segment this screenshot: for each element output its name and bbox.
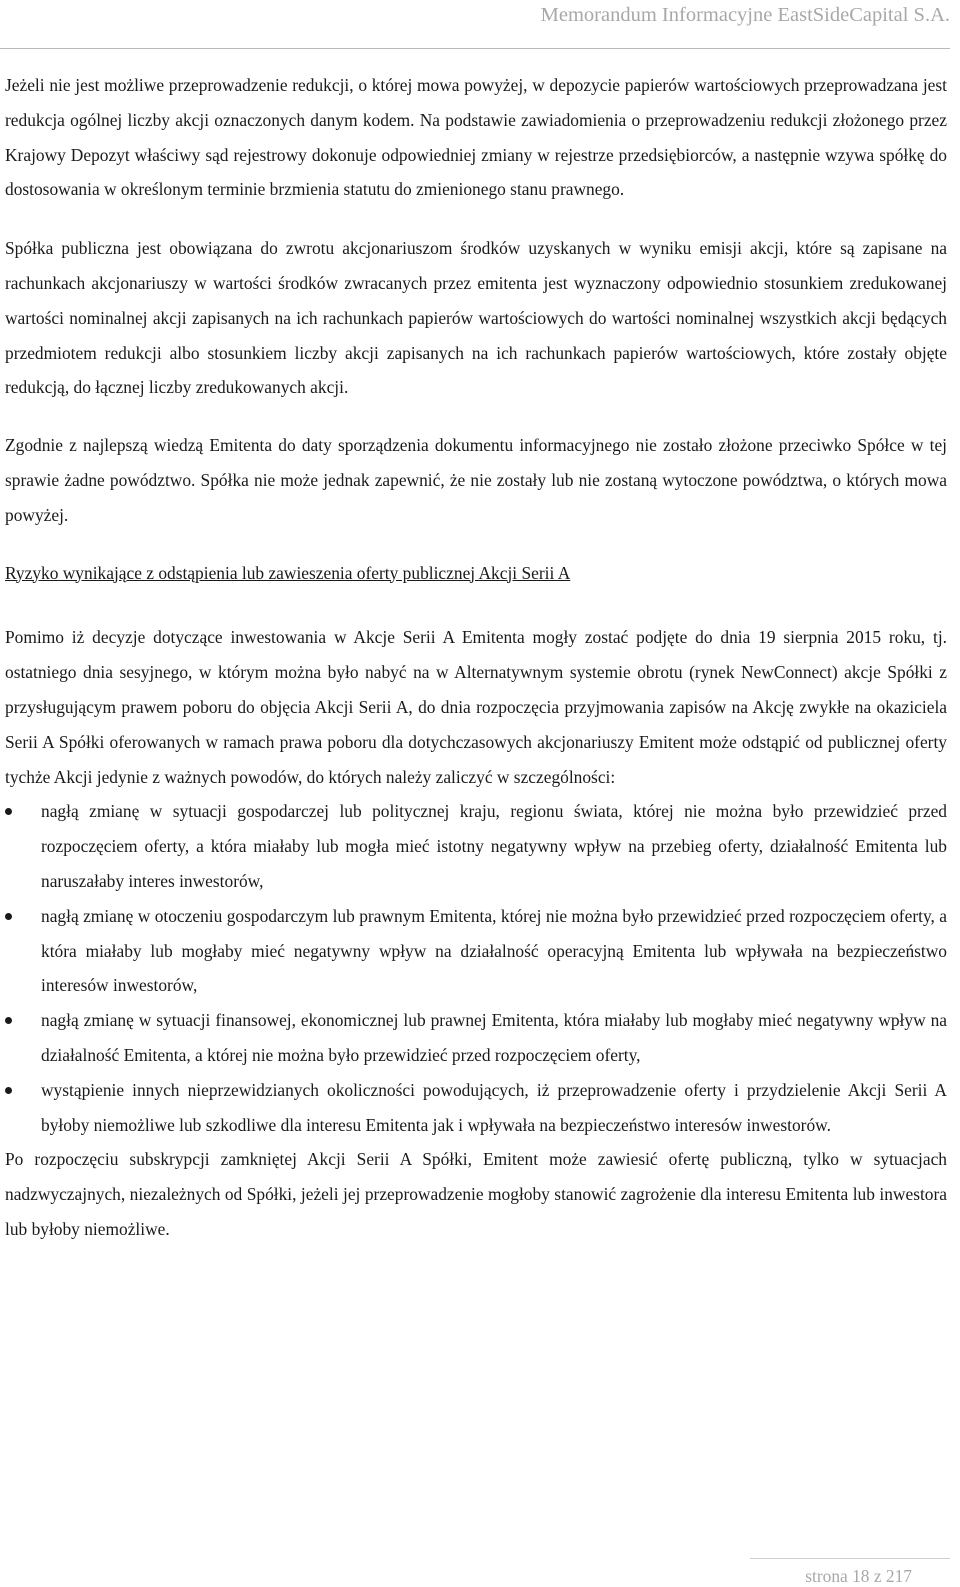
list-item-text: wystąpienie innych nieprzewidzianych okoliczności powodujących, iż przeprowadzenie oferty i przydzielenie Akcji Serii A byłoby niemożliwe lub szkodliwe dla interesu Emitenta jak i wpływała na bezpieczeństwo interesów inwestorów.: [41, 1079, 947, 1135]
page-header: [0, 0, 950, 49]
paragraph-lawsuit: Zgodnie z najlepszą wiedzą Emitenta do daty sporządzenia dokumentu informacyjnego nie zostało złożone przeciwko Spółce w tej sprawie żadne powództwo. Spółka nie może jednak zapewnić, że nie zostały lub nie zostaną wytoczone powództwa, o których mowa powyżej.: [5, 435, 947, 525]
list-item: [5, 794, 947, 898]
bullet-icon: [5, 808, 12, 815]
paragraph-suspension: Po rozpoczęciu subskrypcji zamkniętej Akcji Serii A Spółki, Emitent może zawiesić ofertę publiczną, tylko w sytuacjach nadzwyczajnych, niezależnych od Spółki, jeżeli jej przeprowadzenie mogłoby stanowić zagrożenie dla interesu Emitenta lub inwestora lub byłoby niemożliwe.: [5, 1149, 947, 1239]
paragraph-reduction: Jeżeli nie jest możliwe przeprowadzenie redukcji, o której mowa powyżej, w depozycie papierów wartościowych przeprowadzana jest redukcja ogólnej liczby akcji oznaczonych danym kodem. Na podstawie zawiadomienia o przeprowadzeniu redukcji złożonego przez Krajowy Depozyt właściwy sąd rejestrowy dokonuje odpowiedniej zmiany w rejestrze przedsiębiorców, a następnie wzywa spółkę do dostosowania w określonym terminie brzmienia statutu do zmienionego stanu prawnego.: [5, 75, 947, 200]
section-heading: Ryzyko wynikające z odstąpienia lub zawieszenia oferty publicznej Akcji Serii A: [5, 562, 571, 583]
bullet-icon: [5, 1087, 12, 1094]
page-number: strona 18 z 217: [805, 1566, 912, 1586]
list-item: [5, 1003, 947, 1073]
list-item-text: nagłą zmianę w sytuacji gospodarczej lub politycznej kraju, regionu świata, której nie można było przewidzieć przed rozpoczęciem oferty, a która miałaby lub mogła mieć istotny negatywny wpływ na przebieg oferty, działalność Emitenta lub naruszałaby interes inwestorów,: [41, 801, 947, 891]
bullet-icon: [5, 913, 12, 920]
footer-divider: [750, 1558, 950, 1559]
list-item: [5, 1073, 947, 1143]
paragraph-offer-withdrawal: Pomimo iż decyzje dotyczące inwestowania w Akcje Serii A Emitenta mogły zostać podjęte do dnia 19 sierpnia 2015 roku, tj. ostatniego dnia sesyjnego, w którym można było nabyć na w Alternatywnym systemie obrotu (rynek NewConnect) akcje Spółki z przysługującym prawem poboru do objęcia Akcji Serii A, do dnia rozpoczęcia przyjmowania zapisów na Akcję zwykłe na okaziciela Serii A Spółki oferowanych w ramach prawa poboru dla dotychczasowych akcjonariuszy Emitent może odstąpić od publicznej oferty tychże Akcji jedynie z ważnych powodów, do których należy zaliczyć w szczególności:: [5, 627, 947, 787]
document-title: Memorandum Informacyjne EastSideCapital S.A.: [540, 4, 950, 26]
list-item: [5, 899, 947, 1003]
list-item-text: nagłą zmianę w sytuacji finansowej, ekonomicznej lub prawnej Emitenta, która miałaby lub mogłaby mieć negatywny wpływ na działalność Emitenta, a której nie można było przewidzieć przed rozpoczęciem oferty,: [41, 1010, 947, 1065]
bullet-icon: [5, 1017, 12, 1024]
reasons-list: [5, 794, 947, 1142]
document-body: [5, 68, 947, 1247]
paragraph-refund: Spółka publiczna jest obowiązana do zwrotu akcjonariuszom środków uzyskanych w wyniku emisji akcji, które są zapisane na rachunkach akcjonariuszy w wartości środków zwracanych przez emitenta jest wyznaczony odpowiednio stosunkiem zredukowanej wartości nominalnej akcji zapisanych na ich rachunkach papierów wartościowych do wartości nominalnej wszystkich akcji będących przedmiotem redukcji albo stosunkiem liczby akcji zapisanych na ich rachunkach papierów wartościowych, które zostały objęte redukcją, do łącznej liczby zredukowanych akcji.: [5, 238, 947, 398]
list-item-text: nagłą zmianę w otoczeniu gospodarczym lub prawnym Emitenta, której nie można było przewidzieć przed rozpoczęciem oferty, a która miałaby lub mogłaby mieć negatywny wpływ na działalność operacyjną Emitenta lub wpływała na bezpieczeństwo interesów inwestorów,: [41, 905, 947, 996]
